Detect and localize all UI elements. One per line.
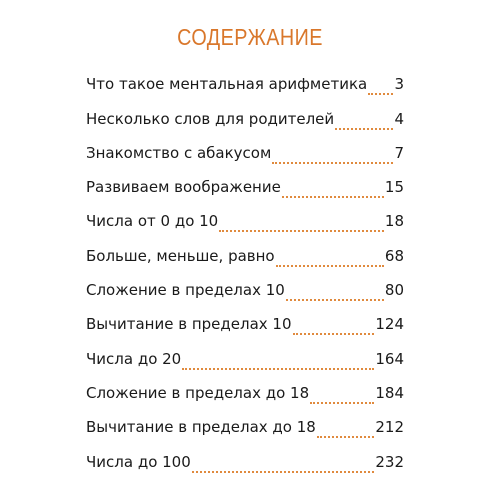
toc-entry-page: 4 bbox=[394, 109, 404, 128]
toc-entry-page: 164 bbox=[375, 349, 404, 368]
toc-entry[interactable] bbox=[86, 340, 404, 374]
toc-entry-page: 3 bbox=[394, 75, 404, 94]
toc-entry[interactable] bbox=[86, 203, 404, 237]
toc-entry[interactable] bbox=[86, 66, 404, 100]
toc-entry-label: Числа до 100 bbox=[86, 452, 191, 471]
dot-leader bbox=[335, 128, 393, 130]
toc-entry-label: Больше, меньше, равно bbox=[86, 246, 275, 265]
toc-entry[interactable] bbox=[86, 409, 404, 443]
toc-entry-page: 124 bbox=[375, 315, 404, 334]
dot-leader bbox=[192, 471, 375, 473]
dot-leader bbox=[310, 402, 374, 404]
toc-entry-page: 68 bbox=[384, 246, 404, 265]
dot-leader bbox=[276, 265, 384, 267]
toc-entry-label: Сложение в пределах 10 bbox=[86, 281, 285, 300]
dot-leader bbox=[182, 368, 374, 370]
toc-entry[interactable] bbox=[86, 443, 404, 477]
toc-entry[interactable] bbox=[86, 272, 404, 306]
toc-entry-label: Сложение в пределах до 18 bbox=[86, 383, 310, 402]
dot-leader bbox=[272, 162, 393, 164]
toc-entry-label: Вычитание в пределах 10 bbox=[86, 315, 292, 334]
toc-entry-page: 18 bbox=[384, 212, 404, 231]
toc-entry-page: 232 bbox=[375, 452, 404, 471]
toc-entry-label: Развиваем воображение bbox=[86, 178, 281, 197]
toc-entry-page: 7 bbox=[394, 143, 404, 162]
toc-entry-label: Вычитание в пределах до 18 bbox=[86, 418, 316, 437]
toc-entry[interactable] bbox=[86, 306, 404, 340]
dot-leader bbox=[368, 93, 393, 95]
toc-entry[interactable] bbox=[86, 237, 404, 271]
toc-entry[interactable] bbox=[86, 169, 404, 203]
dot-leader bbox=[219, 230, 384, 232]
toc-entry[interactable] bbox=[86, 100, 404, 134]
dot-leader bbox=[293, 333, 375, 335]
toc-entry-label: Несколько слов для родителей bbox=[86, 109, 335, 128]
dot-leader bbox=[317, 436, 375, 438]
toc-entry-label: Что такое ментальная арифметика bbox=[86, 75, 368, 94]
toc-entry-page: 184 bbox=[375, 383, 404, 402]
dot-leader bbox=[286, 299, 384, 301]
dot-leader bbox=[282, 196, 384, 198]
toc-list bbox=[86, 66, 404, 478]
toc-entry-page: 80 bbox=[384, 281, 404, 300]
toc-entry[interactable] bbox=[86, 135, 404, 169]
toc-entry-page: 212 bbox=[375, 418, 404, 437]
toc-entry-label: Числа до 20 bbox=[86, 349, 182, 368]
toc-entry-label: Числа от 0 до 10 bbox=[86, 212, 219, 231]
toc-entry-label: Знакомство с абакусом bbox=[86, 143, 272, 162]
toc-title: СОДЕРЖАНИЕ bbox=[177, 24, 323, 50]
toc-entry-page: 15 bbox=[384, 178, 404, 197]
toc-entry[interactable] bbox=[86, 375, 404, 409]
